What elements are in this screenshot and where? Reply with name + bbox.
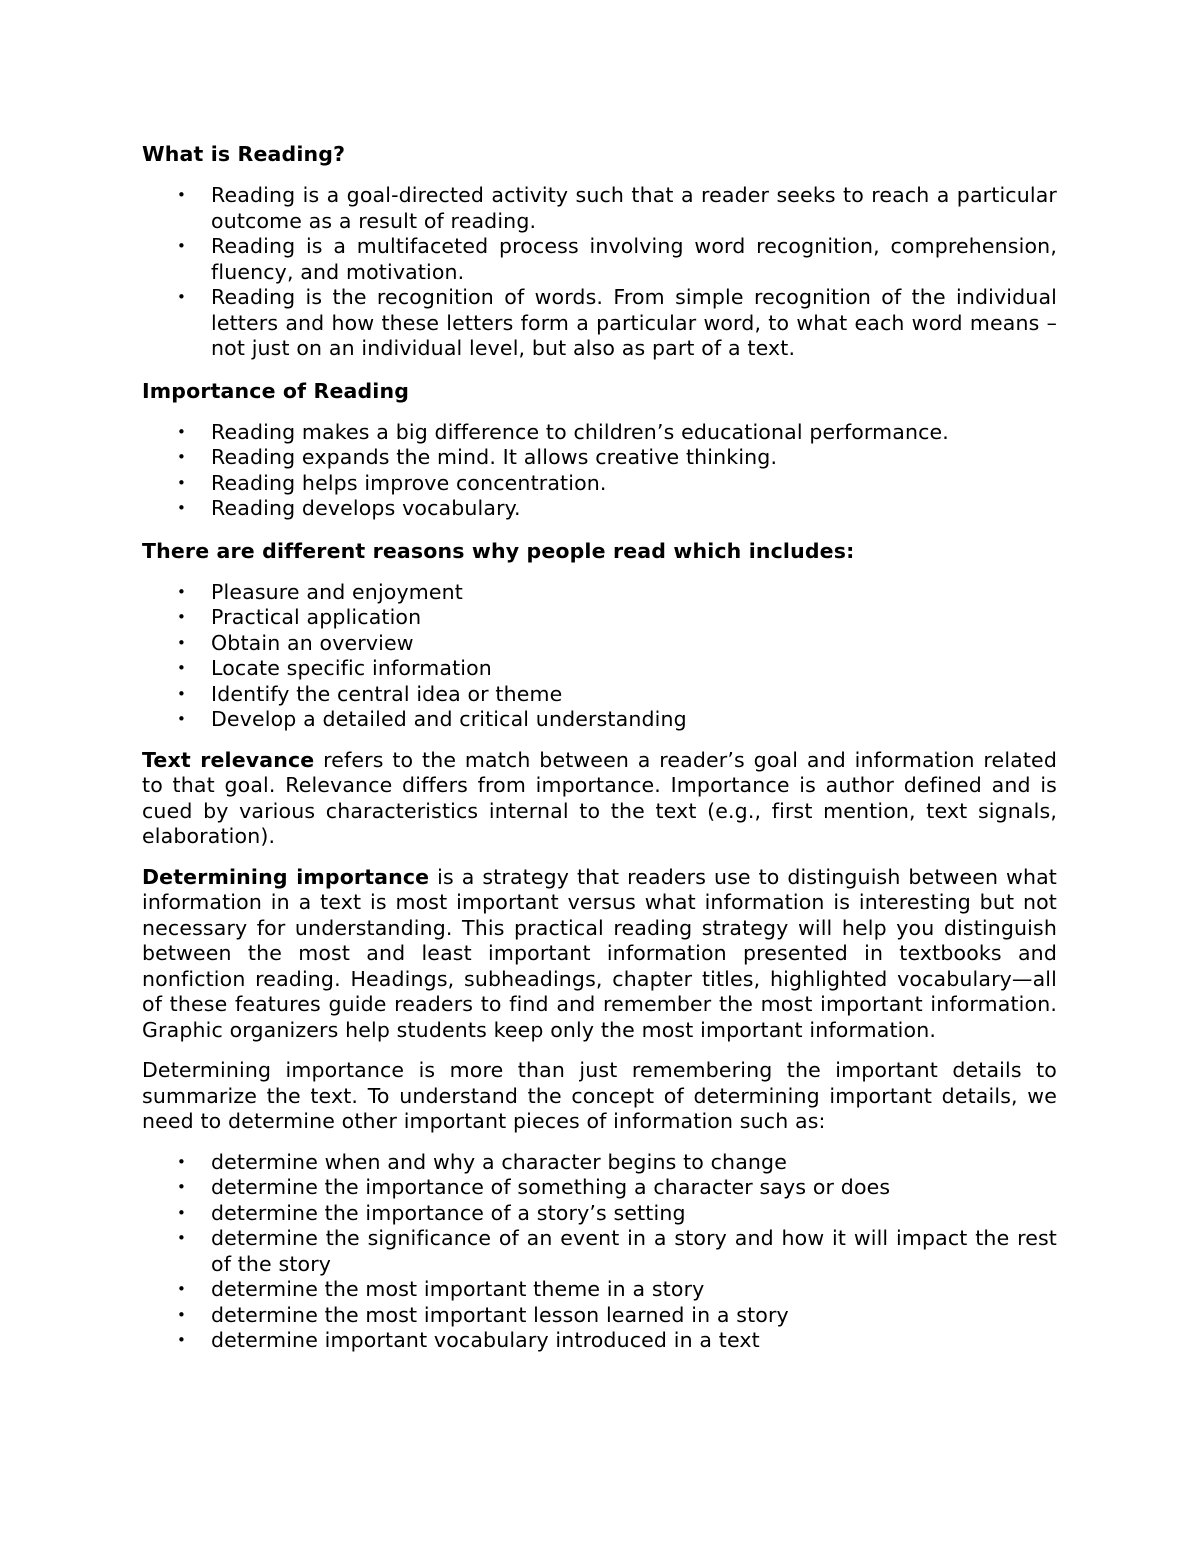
heading-importance-of-reading: Importance of Reading <box>142 378 410 403</box>
term-text-relevance: Text relevance <box>142 747 315 772</box>
bullet-icon: • <box>177 499 186 517</box>
list-what-is-reading <box>142 183 1057 362</box>
bullet-icon: • <box>177 1331 186 1349</box>
document-page <box>142 140 1057 1369</box>
list-item: • Develop a detailed and critical understanding <box>177 707 687 731</box>
list-item: • determine the significance of an event in a story and how it will impact the rest of the story <box>177 1226 1057 1276</box>
bullet-icon: • <box>177 1203 186 1222</box>
bullet-icon: • <box>177 1305 186 1324</box>
bullet-icon: • <box>177 237 186 255</box>
list-item: • Reading expands the mind. It allows creative thinking. <box>177 445 778 469</box>
bullet-icon: • <box>177 633 186 652</box>
heading-reasons-to-read: There are different reasons why people read which includes: <box>142 538 855 563</box>
list-item: • Reading is a goal-directed activity such that a reader seeks to reach a particular outcome as a result of reading. <box>177 183 1057 233</box>
list-determine-items <box>142 1150 1057 1354</box>
heading-what-is-reading: What is Reading? <box>142 142 346 166</box>
list-item: • determine the importance of a story’s setting <box>177 1200 686 1225</box>
bullet-icon: • <box>177 608 186 626</box>
bullet-icon: • <box>177 684 186 703</box>
list-reasons-to-read <box>142 580 1057 733</box>
bullet-icon: • <box>177 186 186 204</box>
bullet-icon: • <box>177 1280 186 1298</box>
list-item: • determine the most important lesson learned in a story <box>177 1302 789 1327</box>
bullet-icon: • <box>177 422 186 441</box>
list-item: • Identify the central idea or theme <box>177 681 563 706</box>
bullet-icon: • <box>177 448 186 466</box>
bullet-icon: • <box>177 1229 186 1247</box>
bullet-icon: • <box>177 659 186 677</box>
bullet-icon: • <box>177 1178 186 1196</box>
list-importance-of-reading <box>142 420 1057 522</box>
paragraph-text-relevance: Text relevance refers to the match between a reader’s goal and information related to that goal. Relevance differs from importance. Importance is author defined and is cued by various characteristics internal to the text (e.g., first mention, text signals, elaboration). <box>142 747 1057 848</box>
list-item: • Reading makes a big difference to children’s educational performance. <box>177 419 949 444</box>
paragraph-determining-importance: Determining importance is a strategy that readers use to distinguish between what information in a text is most important versus what information is interesting but not necessary for understanding. This practical reading strategy will help you distinguish between the most and least important information presented in textbooks and nonfiction reading. Headings, subheadings, chapter titles, highlighted vocabulary—all of these features guide readers to find and remember the most important information. Graphic organizers help students keep only the most important information. <box>142 864 1057 1042</box>
list-item: • determine when and why a character begins to change <box>177 1149 787 1174</box>
list-item: • Practical application <box>177 605 422 629</box>
bullet-icon: • <box>177 473 186 492</box>
paragraph-important-details: Determining importance is more than just remembering the important details to summarize the text. To understand the concept of determining important details, we need to determine other important pieces of information such as: <box>142 1058 1057 1133</box>
bullet-icon: • <box>177 288 186 306</box>
list-item: • Reading is a multifaceted process involving word recognition, comprehension, fluency, and motivation. <box>177 234 1057 284</box>
list-item: • Obtain an overview <box>177 630 414 655</box>
bullet-icon: • <box>177 582 186 601</box>
list-item: • Reading develops vocabulary. <box>177 496 521 520</box>
list-item: • Pleasure and enjoyment <box>177 579 463 604</box>
list-item: • determine the importance of something a character says or does <box>177 1175 891 1199</box>
bullet-icon: • <box>177 710 186 728</box>
list-item: • determine important vocabulary introduced in a text <box>177 1328 760 1352</box>
list-item: • Reading helps improve concentration. <box>177 470 607 495</box>
list-item: • determine the most important theme in a story <box>177 1277 705 1301</box>
term-determining-importance: Determining importance <box>142 864 430 889</box>
bullet-icon: • <box>177 1152 186 1171</box>
list-item: • Locate specific information <box>177 656 492 680</box>
list-item: • Reading is the recognition of words. From simple recognition of the individual letters and how these letters form a particular word, to what each word means – not just on an individual level, but also as part of a text. <box>177 285 1057 360</box>
